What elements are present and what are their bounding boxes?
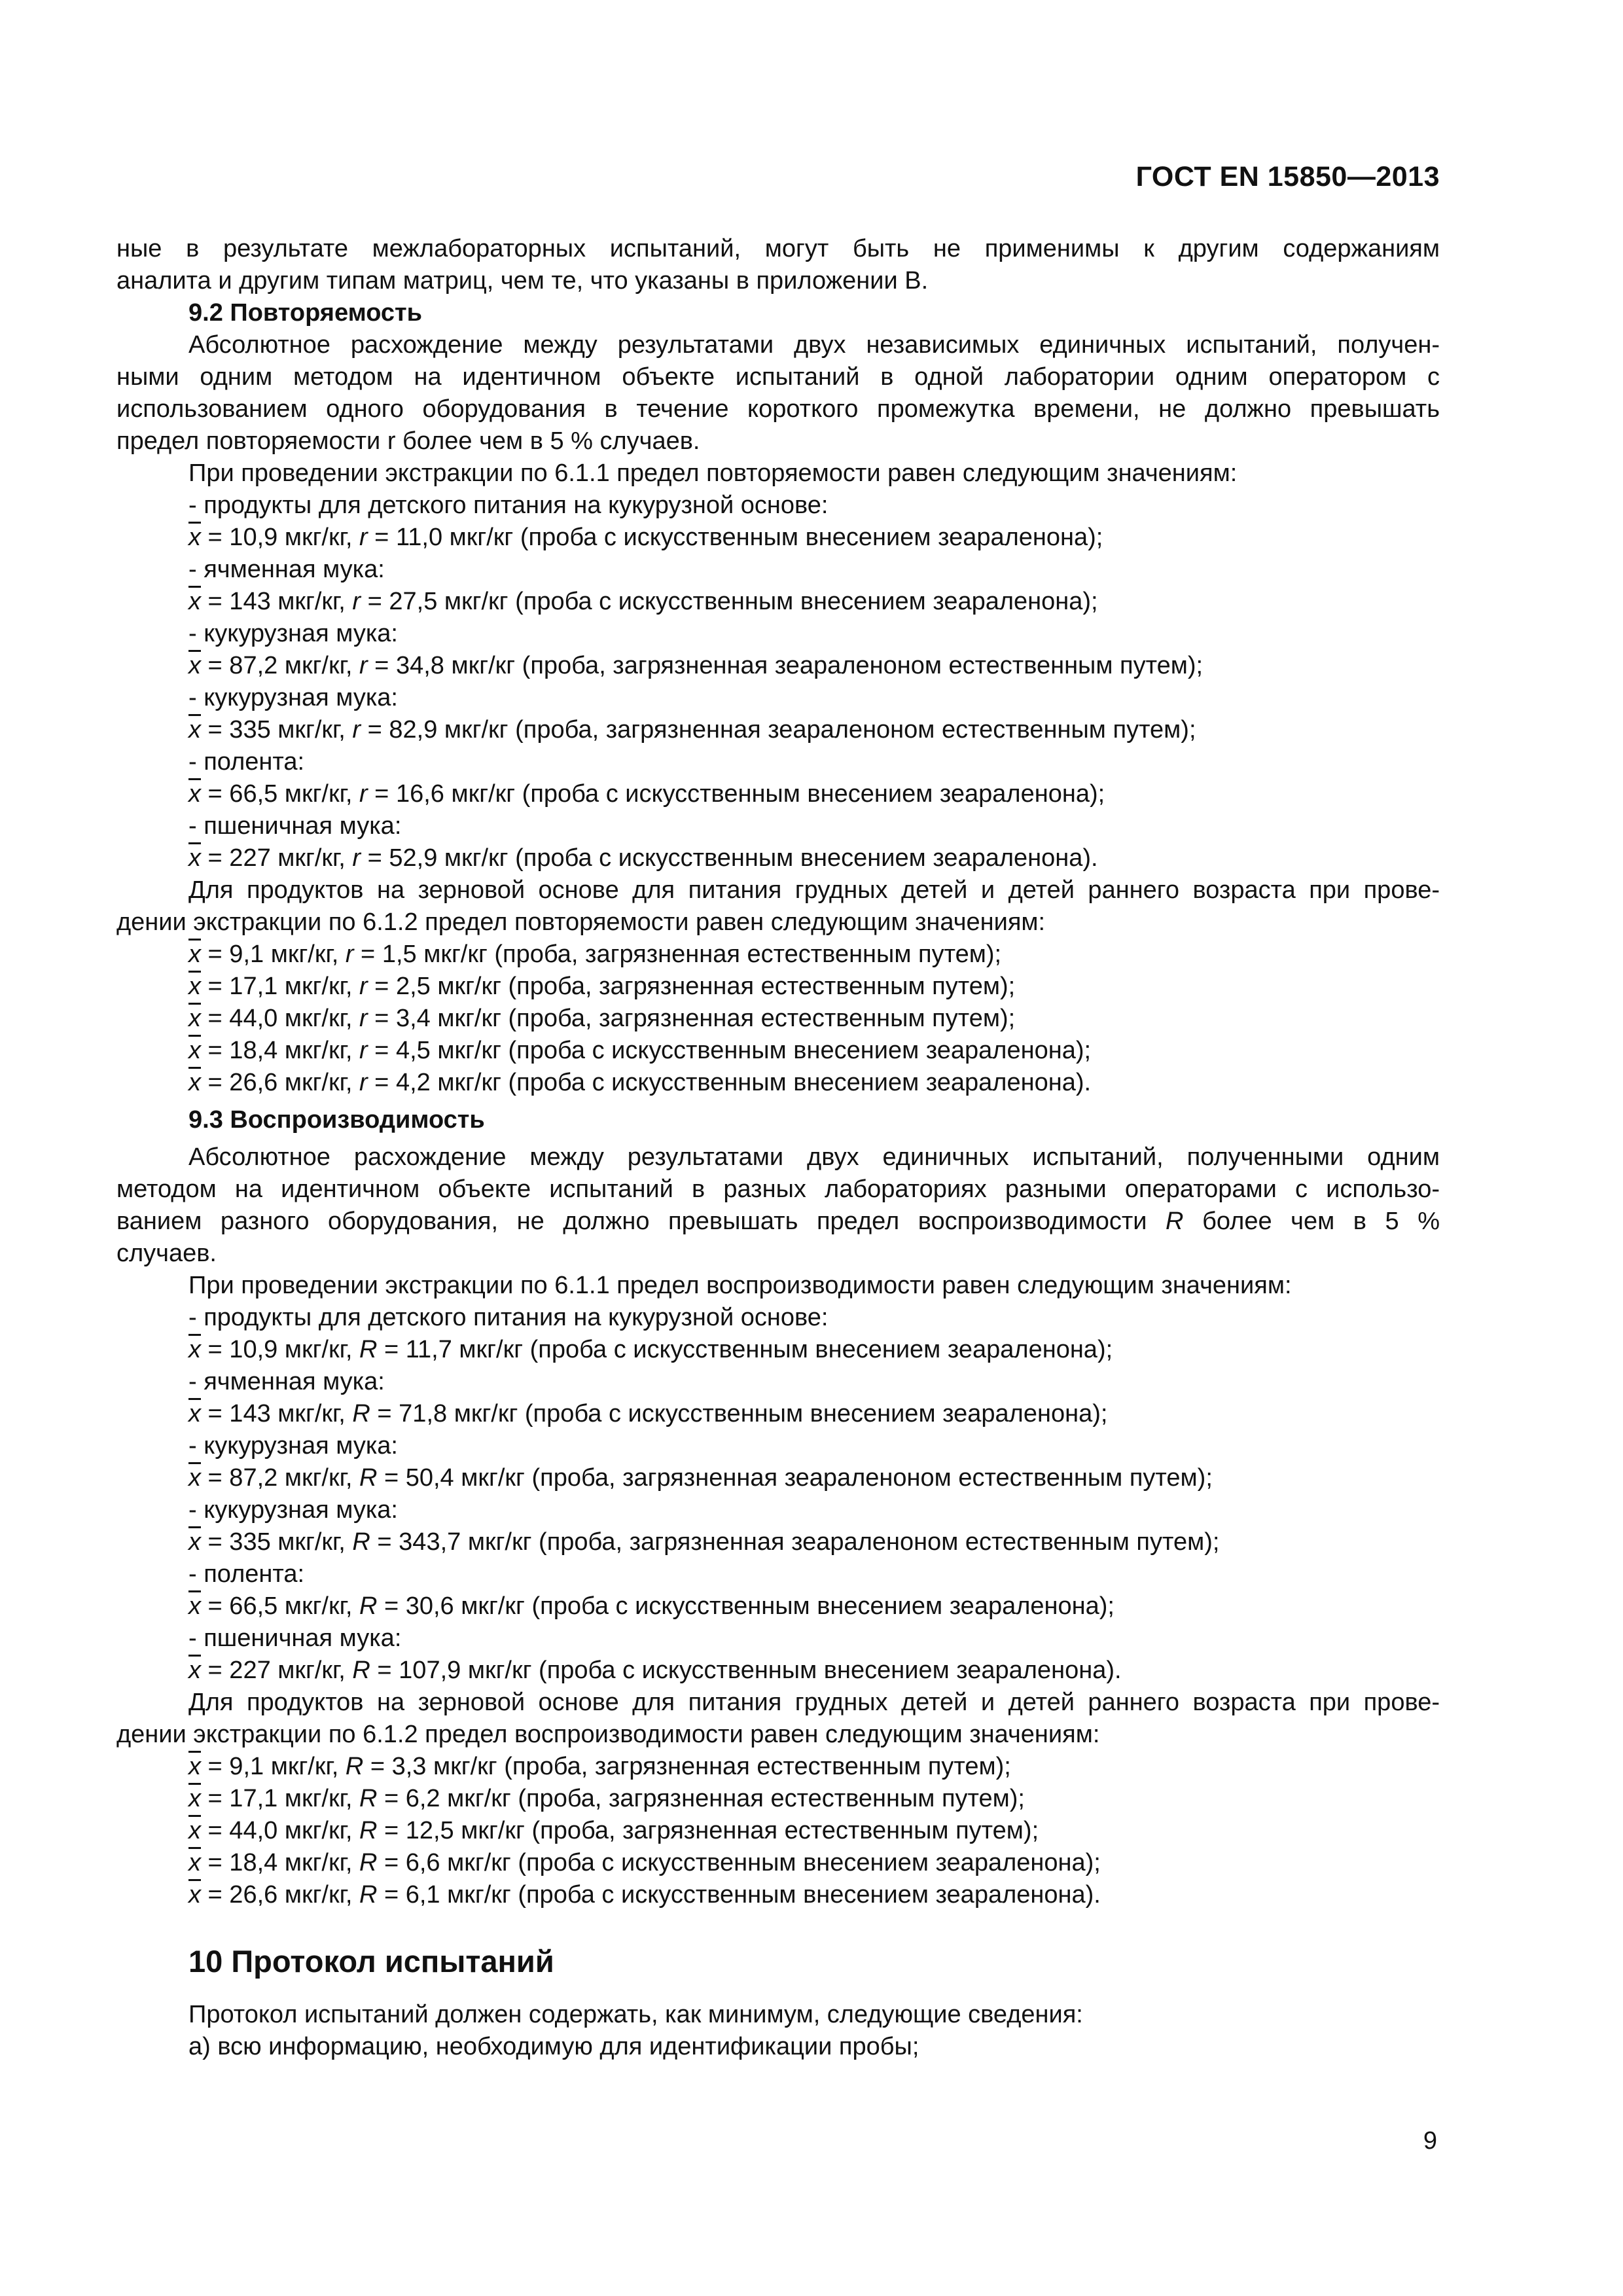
- formula-line: $\overline{x} = 26,6$ мкг/кг, r = 4,2 мкг/кг (проба с искусственным внесением зеараленона).: [188, 1069, 1092, 1096]
- text-line: Для продуктов на зерновой основе для питания грудных детей и детей раннего возраста при прове-: [188, 876, 1440, 904]
- formula-line: $\overline{x} = 9,1$ мкг/кг, r = 1,5 мкг/кг (проба, загрязненная естественным путем);: [188, 941, 1002, 968]
- formula-line: $\overline{x} = 143$ мкг/кг, R = 71,8 мкг/кг (проба с искусственным внесением зеараленона);: [188, 1400, 1108, 1427]
- repeatability-list-1: [116, 490, 1440, 874]
- standard-header: ГОСТ EN 15850—2013: [1135, 161, 1440, 192]
- text-line: дении экстракции по 6.1.2 предел воспроизводимости равен следующим значениям:: [116, 1721, 1100, 1748]
- section-heading-10: 10 Протокол испытаний: [188, 1944, 554, 1979]
- mean-value-symbol: $\overline{x}$: [188, 973, 201, 1000]
- mean-value-symbol: $\overline{x}$: [188, 1037, 201, 1064]
- mean-value-symbol: $\overline{x}$: [188, 652, 201, 679]
- formula-line: $\overline{x} = 335$ мкг/кг, r = 82,9 мкг/кг (проба, загрязненная зеараленоном естественным путем);: [188, 716, 1196, 744]
- formula-line: $\overline{x} = 66,5$ мкг/кг, r = 16,6 мкг/кг (проба с искусственным внесением зеараленона);: [188, 780, 1105, 808]
- mean-value-symbol: $\overline{x}$: [188, 1528, 201, 1556]
- text-line: дении экстракции по 6.1.2 предел повторяемости равен следующим значениям:: [116, 908, 1046, 936]
- list-item: - кукурузная мука:: [188, 1432, 398, 1460]
- mean-value-symbol: $\overline{x}$: [188, 844, 201, 872]
- formula-line: $\overline{x} = 18,4$ мкг/кг, r = 4,5 мкг/кг (проба с искусственным внесением зеараленона);: [188, 1037, 1092, 1064]
- formula-line: $\overline{x} = 44,0$ мкг/кг, R = 12,5 мкг/кг (проба, загрязненная естественным путем);: [188, 1817, 1039, 1844]
- formula-line: $\overline{x} = 335$ мкг/кг, R = 343,7 мкг/кг (проба, загрязненная зеараленоном естественным путем);: [188, 1528, 1220, 1556]
- mean-value-symbol: $\overline{x}$: [188, 1005, 201, 1032]
- section-heading-9-2: 9.2 Повторяемость: [188, 299, 423, 327]
- list-item: - кукурузная мука:: [188, 1496, 398, 1524]
- formula-line: $\overline{x} = 227$ мкг/кг, r = 52,9 мкг/кг (проба с искусственным внесением зеараленона).: [188, 844, 1098, 872]
- text-line: ными одним методом на идентичном объекте испытаний в одной лаборатории одним оператором с: [116, 363, 1440, 391]
- formula-line: $\overline{x} = 10,9$ мкг/кг, r = 11,0 мкг/кг (проба с искусственным внесением зеараленона);: [188, 524, 1103, 551]
- text-line: При проведении экстракции по 6.1.1 предел воспроизводимости равен следующим значениям:: [188, 1272, 1292, 1299]
- formula-line: $\overline{x} = 87,2$ мкг/кг, R = 50,4 мкг/кг (проба, загрязненная зеараленоном естественным путем);: [188, 1464, 1213, 1492]
- list-item: - ячменная мука:: [188, 1368, 385, 1395]
- mean-value-symbol: $\overline{x}$: [188, 716, 201, 744]
- list-item: - полента:: [188, 748, 305, 776]
- document-body: [116, 233, 1440, 2063]
- text-line: При проведении экстракции по 6.1.1 предел повторяемости равен следующим значениям:: [188, 459, 1238, 487]
- formula-line: $\overline{x} = 227$ мкг/кг, R = 107,9 мкг/кг (проба с искусственным внесением зеараленона).: [188, 1657, 1122, 1684]
- text-line: предел повторяемости r более чем в 5 % случаев.: [116, 427, 700, 455]
- formula-line: $\overline{x} = 26,6$ мкг/кг, R = 6,1 мкг/кг (проба с искусственным внесением зеараленона).: [188, 1881, 1101, 1909]
- reproducibility-list-2: [116, 1751, 1440, 1911]
- text-line: методом на идентичном объекте испытаний в разных лабораториях разными операторами с использо-: [116, 1175, 1440, 1203]
- mean-value-symbol: $\overline{x}$: [188, 1753, 201, 1780]
- list-item: - кукурузная мука:: [188, 620, 398, 647]
- formula-line: $\overline{x} = 44,0$ мкг/кг, r = 3,4 мкг/кг (проба, загрязненная естественным путем);: [188, 1005, 1016, 1032]
- mean-value-symbol: $\overline{x}$: [188, 1069, 201, 1096]
- mean-value-symbol: $\overline{x}$: [188, 1592, 201, 1620]
- formula-line: $\overline{x} = 17,1$ мкг/кг, R = 6,2 мкг/кг (проба, загрязненная естественным путем);: [188, 1785, 1025, 1812]
- list-item: - полента:: [188, 1560, 305, 1588]
- mean-value-symbol: $\overline{x}$: [188, 941, 201, 968]
- text-line: Протокол испытаний должен содержать, как минимум, следующие сведения:: [188, 2001, 1083, 2028]
- mean-value-symbol: $\overline{x}$: [188, 588, 201, 615]
- section-heading-9-3: 9.3 Воспроизводимость: [188, 1106, 485, 1134]
- formula-line: $\overline{x} = 17,1$ мкг/кг, r = 2,5 мкг/кг (проба, загрязненная естественным путем);: [188, 973, 1016, 1000]
- mean-value-symbol: $\overline{x}$: [188, 1881, 201, 1909]
- mean-value-symbol: $\overline{x}$: [188, 1817, 201, 1844]
- mean-value-symbol: $\overline{x}$: [188, 1400, 201, 1427]
- text-line: случаев.: [116, 1240, 217, 1267]
- text-line: Для продуктов на зерновой основе для питания грудных детей и детей раннего возраста при прове-: [188, 1689, 1440, 1716]
- mean-value-symbol: $\overline{x}$: [188, 1464, 201, 1492]
- list-item: - продукты для детского питания на кукурузной основе:: [188, 1304, 829, 1331]
- formula-line: $\overline{x} = 18,4$ мкг/кг, R = 6,6 мкг/кг (проба с искусственным внесением зеараленона);: [188, 1849, 1101, 1876]
- formula-line: $\overline{x} = 66,5$ мкг/кг, R = 30,6 мкг/кг (проба с искусственным внесением зеараленона);: [188, 1592, 1115, 1620]
- formula-line: $\overline{x} = 143$ мкг/кг, r = 27,5 мкг/кг (проба с искусственным внесением зеараленона);: [188, 588, 1098, 615]
- formula-line: $\overline{x} = 10,9$ мкг/кг, R = 11,7 мкг/кг (проба с искусственным внесением зеараленона);: [188, 1336, 1113, 1363]
- mean-value-symbol: $\overline{x}$: [188, 1336, 201, 1363]
- list-item: - пшеничная мука:: [188, 1624, 402, 1652]
- text-line: Абсолютное расхождение между результатами двух единичных испытаний, полученными одним: [188, 1143, 1440, 1171]
- mean-value-symbol: $\overline{x}$: [188, 1849, 201, 1876]
- formula-line: $\overline{x} = 9,1$ мкг/кг, R = 3,3 мкг/кг (проба, загрязненная естественным путем);: [188, 1753, 1011, 1780]
- text-line: использованием одного оборудования в течение короткого промежутка времени, не должно превышать: [116, 395, 1440, 423]
- text-line: Абсолютное расхождение между результатами двух независимых единичных испытаний, получен-: [188, 331, 1440, 359]
- text-line: ные в результате межлабораторных испытаний, могут быть не применимы к другим содержаниям: [116, 235, 1440, 262]
- mean-value-symbol: $\overline{x}$: [188, 1657, 201, 1684]
- reproducibility-list-1: [116, 1302, 1440, 1687]
- list-item: - пшеничная мука:: [188, 812, 402, 840]
- mean-value-symbol: $\overline{x}$: [188, 524, 201, 551]
- list-item: - кукурузная мука:: [188, 684, 398, 711]
- mean-value-symbol: $\overline{x}$: [188, 1785, 201, 1812]
- repeatability-list-2: [116, 939, 1440, 1099]
- text-line: ванием разного оборудования, не должно превышать предел воспроизводимости R более чем в 5 %: [116, 1208, 1440, 1235]
- list-item-a: а) всю информацию, необходимую для идентификации пробы;: [188, 2033, 919, 2060]
- text-line: аналита и другим типам матриц, чем те, что указаны в приложении В.: [116, 267, 929, 295]
- list-item: - продукты для детского питания на кукурузной основе:: [188, 492, 829, 519]
- formula-line: $\overline{x} = 87,2$ мкг/кг, r = 34,8 мкг/кг (проба, загрязненная зеараленоном естественным путем);: [188, 652, 1204, 679]
- mean-value-symbol: $\overline{x}$: [188, 780, 201, 808]
- page-number: 9: [1423, 2127, 1437, 2155]
- list-item: - ячменная мука:: [188, 556, 385, 583]
